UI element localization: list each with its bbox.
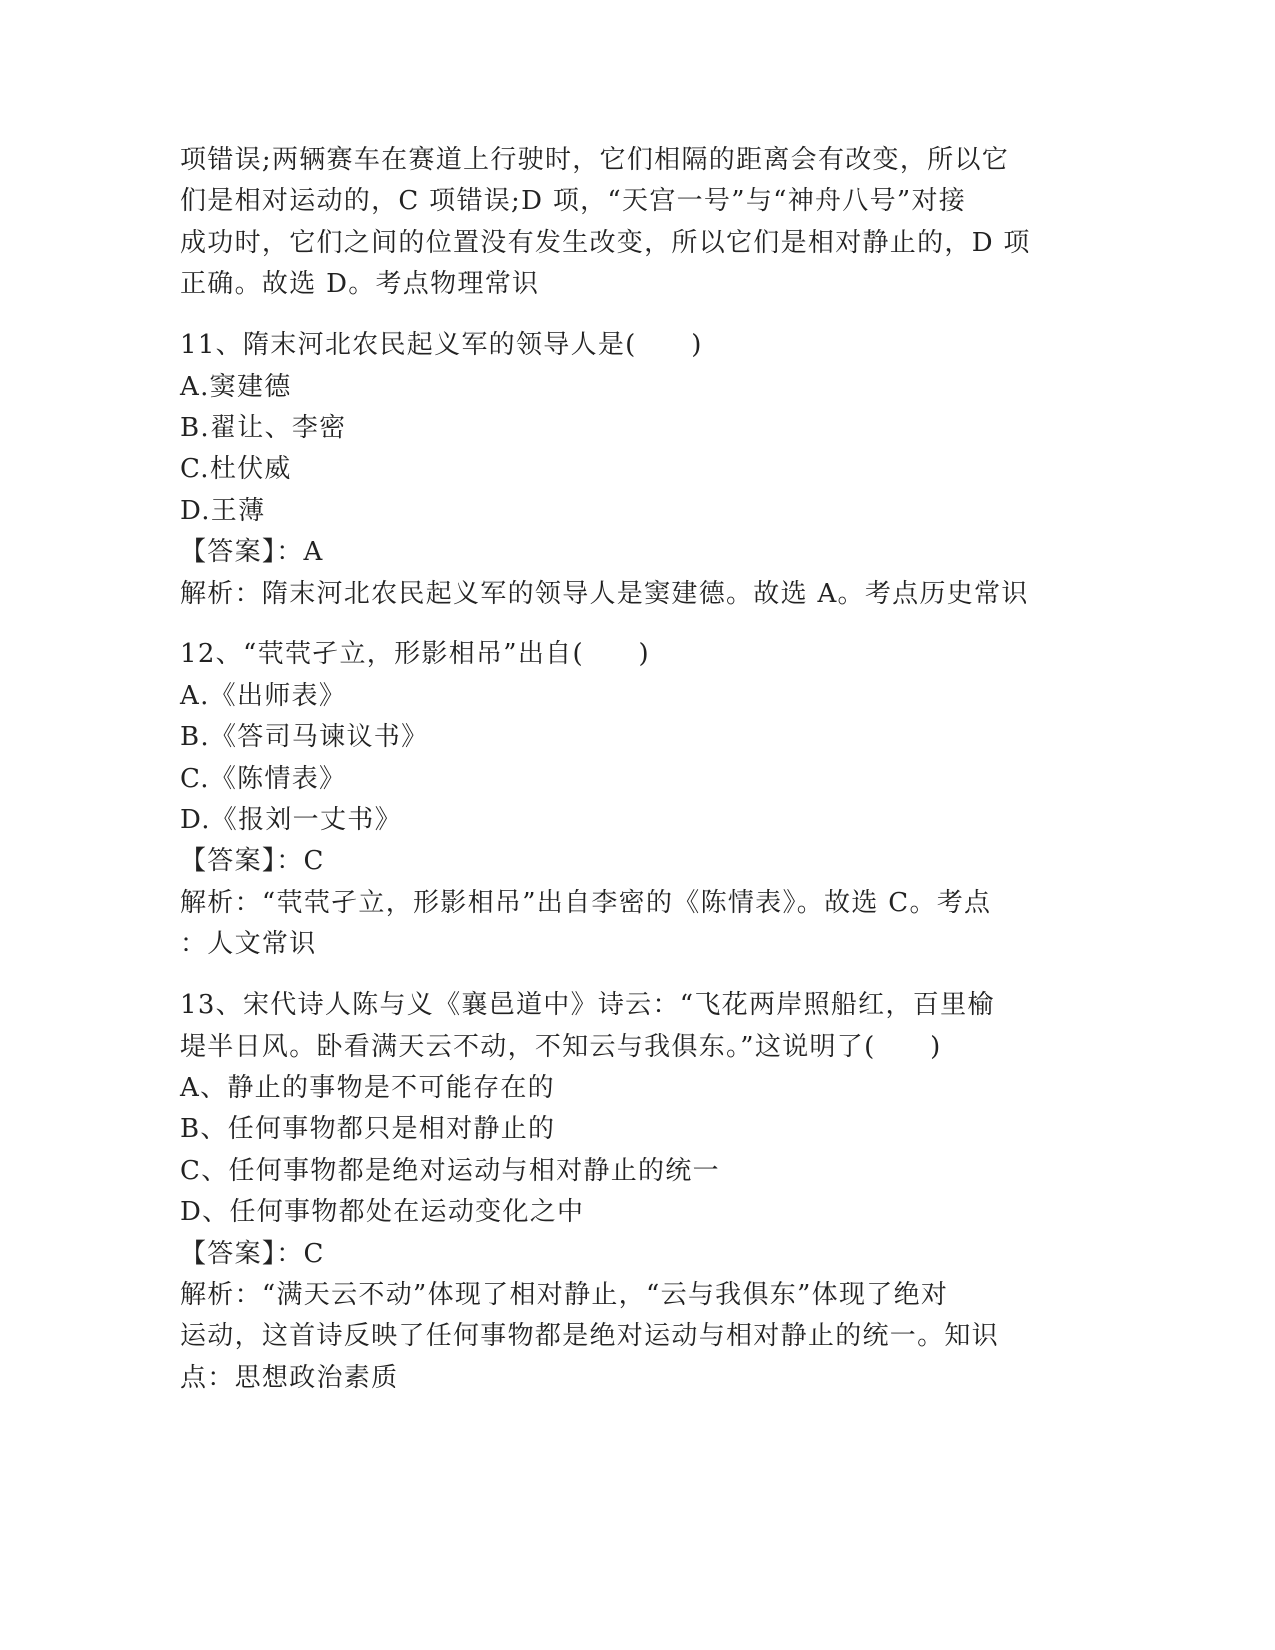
explanation-line: 点：思想政治素质: [180, 1362, 399, 1393]
answer-value: C: [303, 1238, 325, 1269]
explanation-line: 解析：隋末河北农民起义军的领导人是窦建德。故选 A。考点历史常识: [180, 578, 1029, 609]
answer-line: [180, 841, 1275, 882]
explanation-line: 正确。故选 D。考点物理常识: [180, 269, 540, 300]
question-stem: 13、宋代诗人陈与义《襄邑道中》诗云：“飞花两岸照船红，百里榆: [180, 990, 995, 1021]
option-b: B.翟让、李密: [180, 412, 347, 443]
question-11: [180, 325, 1275, 615]
question-stem: 11、隋末河北农民起义军的领导人是( ): [180, 330, 703, 361]
answer-value: A: [303, 537, 324, 568]
option-a: A.窦建德: [180, 371, 292, 402]
option-c: C.杜伏威: [180, 454, 292, 485]
answer-value: C: [303, 846, 325, 877]
answer-label: 【答案】：: [180, 846, 304, 877]
explanation-line: 解析：“茕茕孑立，形影相吊”出自李密的《陈情表》。故选 C。考点: [180, 887, 992, 918]
option-a: A、静止的事物是不可能存在的: [180, 1072, 555, 1103]
explanation-line: 项错误;两辆赛车在赛道上行驶时，它们相隔的距离会有改变，所以它: [180, 145, 1010, 175]
answer-line: [180, 1234, 1275, 1275]
question-13: [180, 985, 1275, 1399]
explanation-line: 解析：“满天云不动”体现了相对静止，“云与我俱东”体现了绝对: [180, 1279, 949, 1310]
option-b: B、任何事物都只是相对静止的: [180, 1114, 556, 1145]
option-d: D.《报刘一丈书》: [180, 805, 402, 836]
answer-line: [180, 532, 1275, 573]
question-stem: 12、“茕茕孑立，形影相吊”出自( ): [180, 639, 650, 670]
explanation-line: 们是相对运动的，C 项错误;D 项，“天宫一号”与“神舟八号”对接: [180, 186, 967, 217]
option-c: C、任何事物都是绝对运动与相对静止的统一: [180, 1155, 720, 1186]
option-d: D、任何事物都处在运动变化之中: [180, 1197, 585, 1228]
explanation-line: 成功时，它们之间的位置没有发生改变，所以它们是相对静止的，D 项: [180, 227, 1031, 258]
question-12: [180, 634, 1275, 965]
option-c: C.《陈情表》: [180, 763, 347, 794]
question-stem: 堤半日风。卧看满天云不动，不知云与我俱东。”这说明了( ): [180, 1031, 942, 1062]
explanation-line: ：人文常识: [180, 929, 317, 960]
answer-label: 【答案】：: [180, 537, 304, 568]
previous-explanation-continuation: [180, 140, 1275, 306]
explanation-line: 运动，这首诗反映了任何事物都是绝对运动与相对静止的统一。知识: [180, 1321, 1000, 1352]
answer-label: 【答案】：: [180, 1238, 304, 1269]
option-b: B.《答司马谏议书》: [180, 722, 429, 753]
option-d: D.王薄: [180, 495, 266, 526]
option-a: A.《出师表》: [180, 680, 347, 711]
